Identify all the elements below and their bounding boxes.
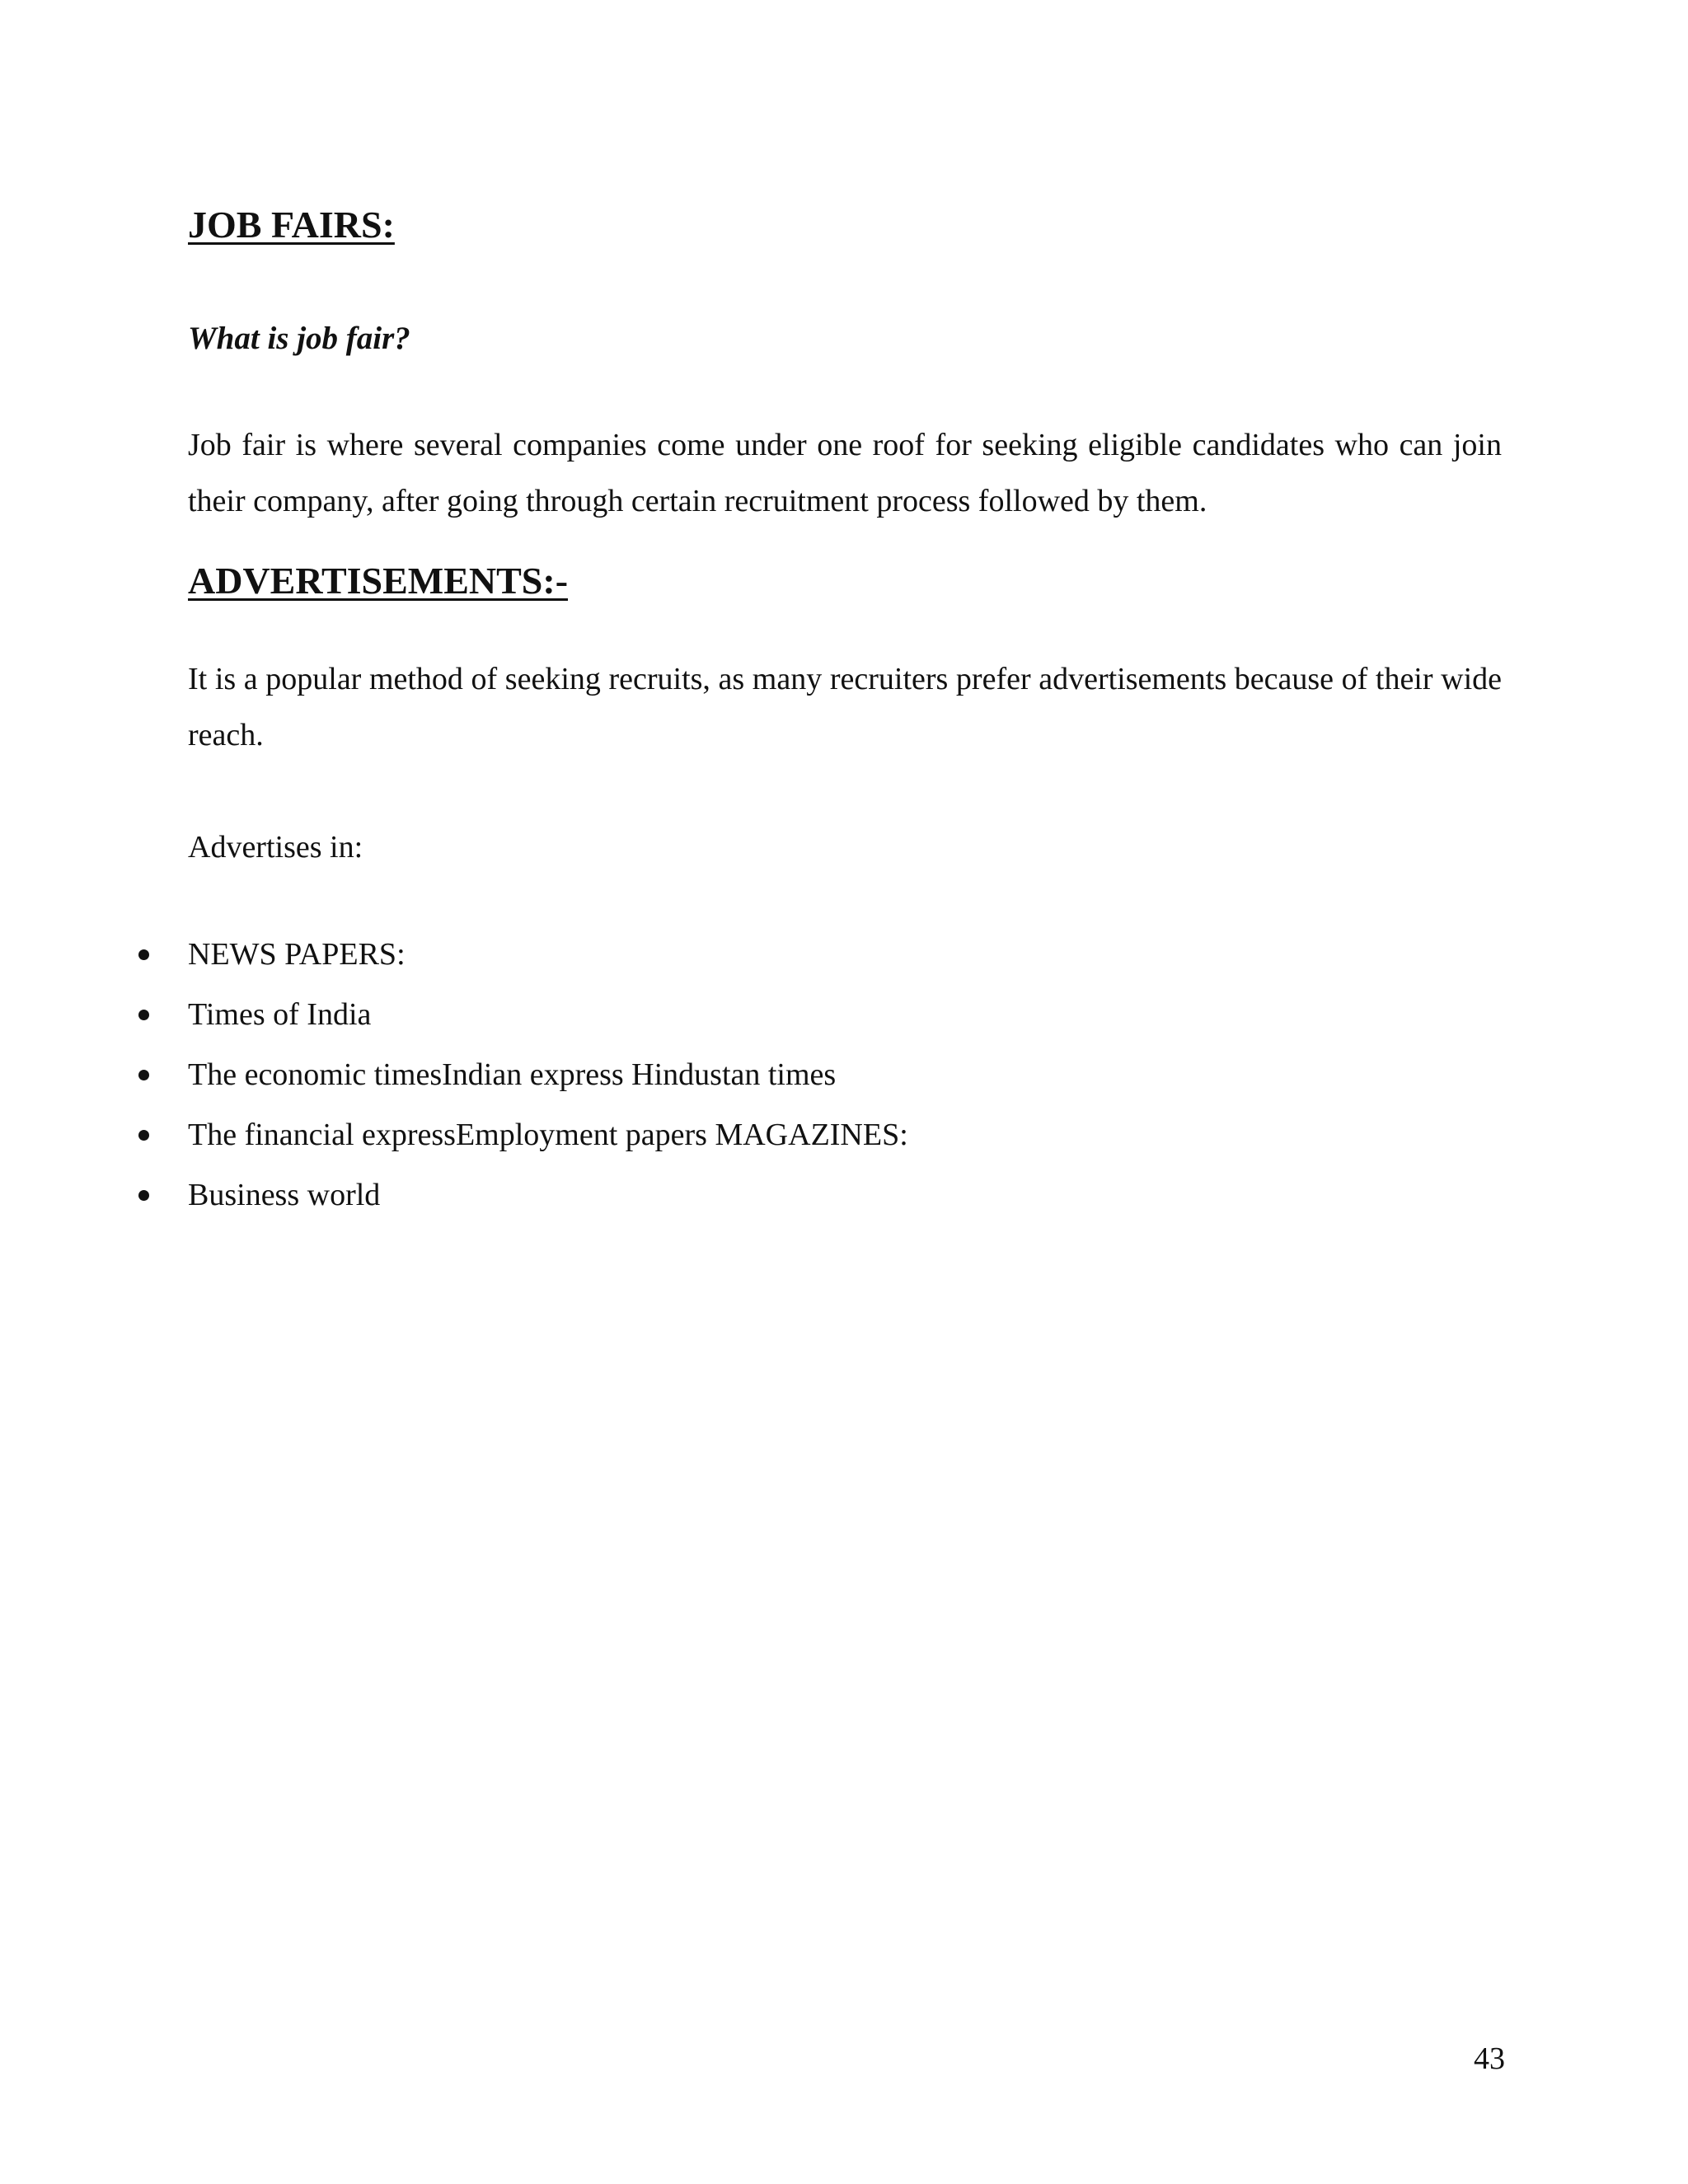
advertises-in-label: Advertises in: <box>188 830 363 865</box>
job-fair-question-subheading: What is job fair? <box>188 321 410 356</box>
job-fairs-heading: JOB FAIRS: <box>188 204 395 246</box>
bullet-icon <box>138 1130 149 1141</box>
advertisements-paragraph: It is a popular method of seeking recruits, as many recruiters prefer advertisements because of their wide reach. <box>188 662 1502 752</box>
advertisements-heading: ADVERTISEMENTS:- <box>188 560 569 602</box>
bullet-icon <box>138 1070 149 1080</box>
bullet-icon <box>138 949 149 960</box>
list-item-text: The financial expressEmployment papers MAGAZINES: <box>188 1118 908 1152</box>
job-fair-definition-paragraph: Job fair is where several companies come under one roof for seeking eligible candidates who can join their company, after going through certain recruitment process followed by them. <box>188 428 1502 518</box>
list-item-text: The economic timesIndian express Hindustan times <box>188 1057 837 1092</box>
bullet-icon <box>138 1190 149 1201</box>
bullet-icon <box>138 1010 149 1020</box>
list-item-text: Business world <box>188 1178 381 1212</box>
list-item-text: NEWS PAPERS: <box>188 937 406 972</box>
list-item-text: Times of India <box>188 997 372 1032</box>
page-number: 43 <box>1474 2041 1505 2076</box>
